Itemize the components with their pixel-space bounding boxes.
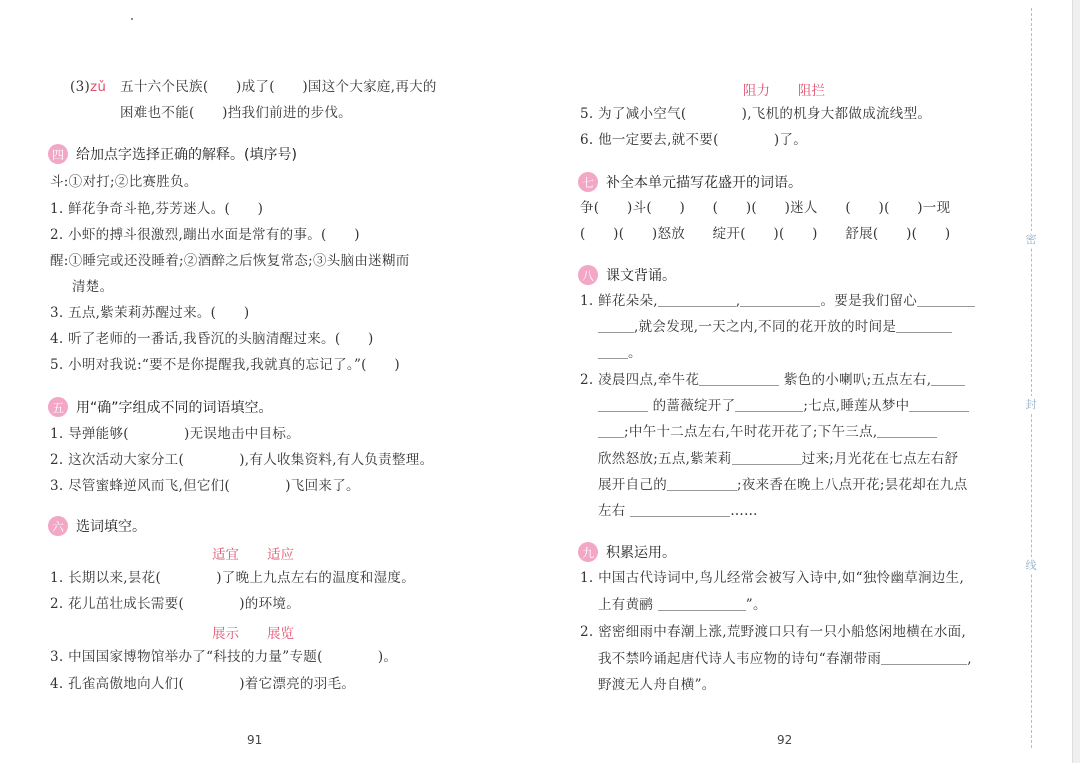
right-page [540,0,1030,763]
section-title: 补全本单元描写花盛开的词语。 [606,175,802,191]
idiom-row-1: 争( )斗( ) ( )( )迷人 ( )( )一现 [580,200,951,216]
accumulate-2-line1: 2. 密密细雨中春潮上涨,荒野渡口只有一只小船悠闲地横在水面, [580,624,967,640]
section-4-header [48,144,297,164]
answer-blank[interactable] [732,450,802,465]
question-4-2: 2. 小虾的搏斗很激烈,蹦出水面是常有的事。( ) [50,227,360,243]
recite-2-line4: 欣然怒放;五点,紫茉莉 过来;月光花在七点左右舒 [598,451,959,467]
section-9-header [578,542,676,562]
page-edge [1072,0,1080,763]
answer-blank[interactable] [931,371,965,386]
dou-definition: 斗:①对打;②比赛胜负。 [50,174,198,190]
section-6-header [48,516,146,536]
question-5-3: 3. 尽管蜜蜂逆风而飞,但它们( )飞回来了。 [50,478,360,494]
question-5: 5. 为了减小空气( ),飞机的机身大都做成流线型。 [580,106,932,122]
xing-definition-2: 清楚。 [72,279,114,295]
question-4-5: 5. 小明对我说:“要不是你提醒我,我就真的忘记了。”( ) [50,357,400,373]
answer-blank[interactable] [896,318,952,333]
question-4-4: 4. 听了老师的一番话,我昏沉的头脑清醒过来。( ) [50,331,374,347]
idiom-row-2: ( )( )怒放 绽开( )( ) 舒展( )( ) [580,226,951,242]
recite-1-line3: 。 [598,344,642,362]
accumulate-1-line2: 上有黄鹂 ”。 [598,597,767,613]
accumulate-1-line1: 1. 中国古代诗词中,鸟儿经常会被写入诗中,如“独怜幽草涧边生, [580,570,965,586]
answer-blank[interactable] [909,397,969,412]
recite-2-line2: 的蔷薇绽开了 ;七点,睡莲从梦中 [598,397,969,415]
question-6-4: 4. 孔雀高傲地向人们( )着它漂亮的羽毛。 [50,676,356,692]
question-6: 6. 他一定要去,就不要( )了。 [580,132,807,148]
answer-blank[interactable] [740,292,820,307]
answer-blank[interactable] [598,423,624,438]
page-number-left: 91 [247,733,263,747]
answer-blank[interactable] [598,318,634,333]
section-5-header [48,397,273,417]
question-5-1: 1. 导弹能够( )无误地击中目标。 [50,426,301,442]
answer-blank[interactable] [877,423,937,438]
section-title: 用“确”字组成不同的词语填空。 [76,400,273,416]
question-6-3: 3. 中国国家博物馆举办了“科技的力量”专题( )。 [50,649,398,665]
item3-line2: 困难也不能( )挡我们前进的步伐。 [120,105,352,121]
section-number-badge: 八 [578,265,598,285]
page-number-right: 92 [777,733,793,747]
answer-blank[interactable] [667,476,737,491]
answer-blank[interactable] [735,397,803,412]
section-title: 选词填空。 [76,519,146,535]
section-title: 课文背诵。 [606,268,676,284]
question-4-3: 3. 五点,紫茉莉苏醒过来。( ) [50,305,250,321]
section-number-badge: 五 [48,397,68,417]
section-number-badge: 七 [578,172,598,192]
answer-blank[interactable] [598,397,648,412]
left-page [0,0,520,763]
accumulate-2-line2: 我不禁吟诵起唐代诗人韦应物的诗句“春潮带雨 , [598,651,972,667]
section-number-badge: 九 [578,542,598,562]
binding-line [1031,8,1032,748]
xing-definition-1: 醒:①睡完或还没睡着;②酒醉之后恢复常态;③头脑由迷糊而 [50,253,410,269]
recite-2-line3: ;中午十二点左右,午时花开花了;下午三点, [598,423,937,441]
word-choices-1: 适宜 适应 [212,547,294,563]
recite-2-line1: 2. 凌晨四点,牵牛花 紫色的小喇叭;五点左右, [580,371,965,389]
section-number-badge: 六 [48,516,68,536]
section-title: 给加点字选择正确的解释。(填序号) [76,147,297,163]
section-number-badge: 四 [48,144,68,164]
recite-1-line1: 1. 鲜花朵朵, , 。要是我们留心 [580,292,975,310]
word-choices-3: 阻力 阻拦 [743,83,825,99]
binding-label-xian: 线 [1021,557,1041,573]
recite-2-line6: 左右 …… [598,503,758,519]
word-choices-2: 展示 展览 [212,626,294,642]
pinyin-zu: zǔ [90,79,107,95]
answer-blank[interactable] [699,371,779,386]
question-4-1: 1. 鲜花争奇斗艳,芬芳迷人。( ) [50,201,264,217]
answer-blank[interactable] [658,292,736,307]
section-7-header [578,172,802,192]
question-6-2: 2. 花儿茁壮成长需要( )的环境。 [50,596,301,612]
answer-blank[interactable] [630,502,730,517]
question-6-1: 1. 长期以来,昙花( )了晚上九点左右的温度和湿度。 [50,570,415,586]
accumulate-2-line3: 野渡无人舟自横”。 [598,677,716,693]
answer-blank[interactable] [598,344,628,359]
section-8-header [578,265,676,285]
section-title: 积累运用。 [606,545,676,561]
answer-blank[interactable] [917,292,975,307]
recite-2-line5: 展开自己的 ;夜来香在晚上八点开花;昙花却在九点 [598,477,968,493]
question-5-2: 2. 这次活动大家分工( ),有人收集资料,有人负责整理。 [50,452,434,468]
recite-1-line2: ,就会发现,一天之内,不同的花开放的时间是 [598,318,952,336]
binding-label-feng: 封 [1021,396,1041,412]
item3-line1: (3)zǔ 五十六个民族( )成了( )国这个大家庭,再大的 [70,79,437,95]
answer-blank[interactable] [881,650,967,665]
binding-label-mi: 密 [1021,231,1041,247]
answer-blank[interactable] [658,596,746,611]
